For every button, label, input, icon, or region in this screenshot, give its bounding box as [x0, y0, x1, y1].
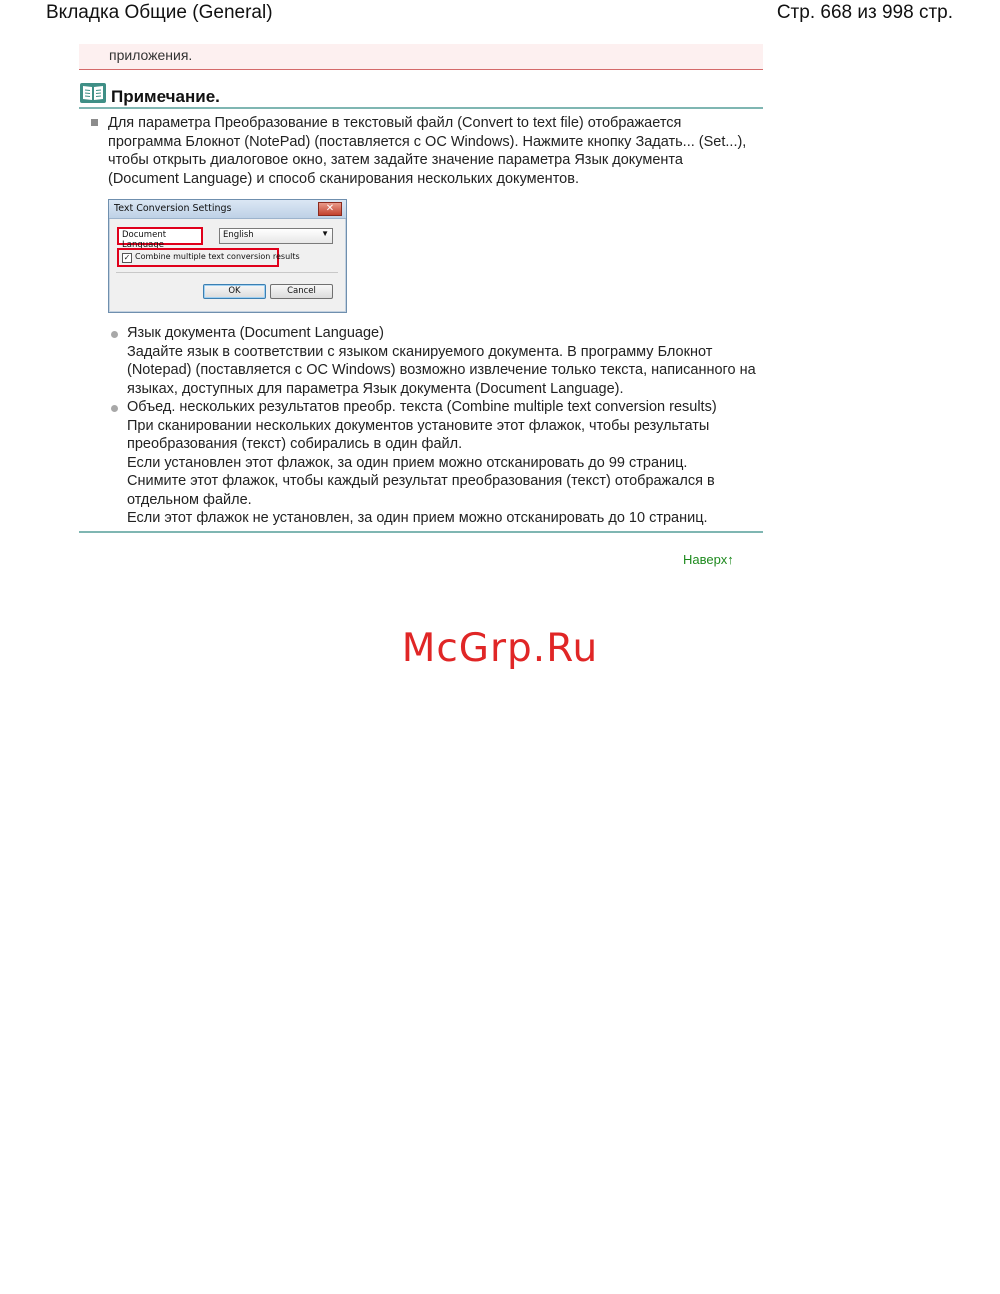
cancel-button: Cancel: [270, 284, 333, 299]
round-bullet-icon: [111, 405, 118, 412]
combine-checkbox: [117, 248, 300, 267]
caution-text: приложения.: [109, 47, 193, 63]
item-title: Язык документа (Document Language): [127, 325, 384, 341]
document-language-label-text: Document Language: [122, 230, 167, 250]
text-conversion-dialog-screenshot: [108, 199, 347, 313]
document-language-label: [117, 227, 203, 250]
arrow-up-icon: ↑: [727, 552, 734, 567]
page-title: Вкладка Общие (General): [46, 2, 273, 23]
item-document-language: [127, 324, 757, 398]
item-text: Задайте язык в соответствии с языком сканируемого документа. В программу Блокнот (Notepad) (поставляется с ОС Windows) возможно извлечение только текста, написанного на языках, доступных для параметра Язык документа (Document Language).: [127, 343, 756, 397]
book-icon: [79, 82, 107, 104]
ok-button: OK: [203, 284, 266, 299]
dialog-divider: [116, 272, 338, 273]
note-title: Примечание.: [111, 87, 220, 106]
item-text: При сканировании нескольких документов установите этот флажок, чтобы результаты преобразования (текст) собирались в один файл.: [127, 417, 710, 452]
caution-box-tail: [79, 44, 763, 70]
language-select: [219, 228, 333, 244]
language-value: English: [223, 230, 254, 240]
note-header: [79, 82, 763, 109]
note-intro: Для параметра Преобразование в текстовый файл (Convert to text file) отображается программа Блокнот (NotePad) (поставляется с ОС Windows). Нажмите кнопку Задать... (Set...), чтобы открыть диалоговое окно, затем задайте значение параметра Язык документа (Document Language) и способ сканирования нескольких документов.: [108, 115, 747, 187]
item-combine-results: [127, 398, 757, 528]
dialog-titlebar: [109, 200, 346, 219]
page-counter: Стр. 668 из 998 стр.: [776, 2, 953, 23]
item-text: Если этот флажок не установлен, за один прием можно отсканировать до 10 страниц.: [127, 510, 708, 526]
item-text: Снимите этот флажок, чтобы каждый результат преобразования (текст) отображался в отдельном файле.: [127, 473, 715, 508]
combine-checkbox-label: Combine multiple text conversion results: [135, 252, 300, 261]
watermark: McGrp.Ru: [401, 626, 599, 671]
note-bottom-rule: [79, 531, 763, 533]
dialog-title: Text Conversion Settings: [114, 203, 232, 214]
back-to-top-link[interactable]: [683, 552, 734, 567]
checkbox-box: ✓: [123, 253, 131, 262]
close-icon: ✕: [318, 202, 342, 216]
round-bullet-icon: [111, 331, 118, 338]
chevron-down-icon: ▼: [321, 229, 329, 238]
item-text: Если установлен этот флажок, за один прием можно отсканировать до 99 страниц.: [127, 454, 688, 471]
square-bullet-icon: [91, 119, 98, 126]
back-to-top-label: Наверх: [683, 552, 728, 567]
item-title: Объед. нескольких результатов преобр. текста (Combine multiple text conversion results): [127, 399, 717, 415]
